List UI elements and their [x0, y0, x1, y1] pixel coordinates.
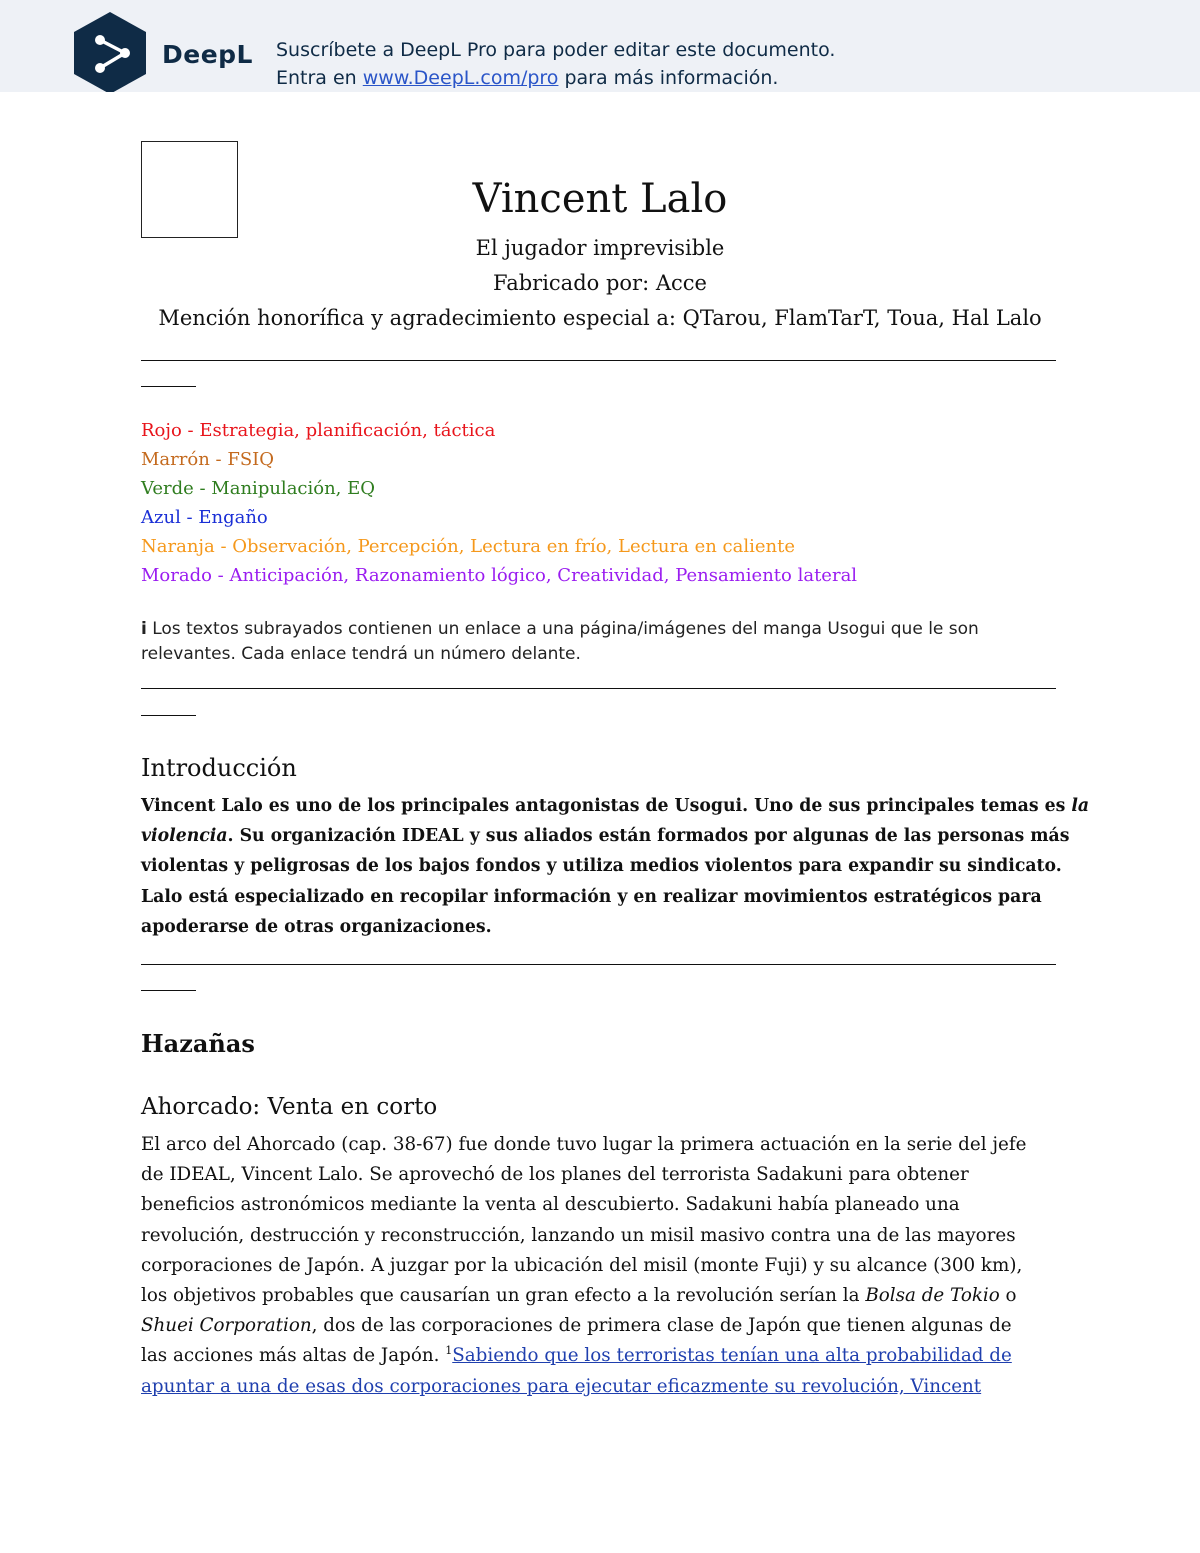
divider-short [141, 990, 196, 991]
feats-text: o [999, 1285, 1017, 1307]
feats-italic: Shuei Corporation [141, 1315, 312, 1337]
intro-text: violentas y peligrosas de los bajos fondos y utiliza medios violentos para expandir su sindicato. [141, 856, 1062, 877]
legend-green: Verde - Manipulación, EQ [141, 478, 376, 499]
manga-reference-link[interactable]: apuntar a una de esas dos corporaciones para ejecutar eficazmente su revolución, Vincent [141, 1375, 982, 1397]
feats-text: revolución, destrucción y reconstrucción, lanzando un misil masivo contra una de las mayores [141, 1224, 1016, 1246]
feats-text: corporaciones de Japón. A juzgar por la ubicación del misil (monte Fuji) y su alcance (300 km), [141, 1254, 1023, 1276]
promo-line-1: Suscríbete a DeepL Pro para poder editar este documento. [276, 39, 836, 61]
promo-text [276, 36, 835, 92]
page-title: Vincent Lalo [472, 176, 728, 222]
footnote-number: 1 [445, 1344, 453, 1358]
note-line-2: relevantes. Cada enlace tendrá un número delante. [141, 644, 581, 664]
maker-credit: Fabricado por: Acce [493, 271, 707, 295]
thanks-credit: Mención honorífica y agradecimiento especial a: QTarou, FlamTarT, Toua, Hal Lalo [158, 306, 1042, 330]
intro-text: . Su organización IDEAL y sus aliados están formados por algunas de las personas más [227, 826, 1070, 847]
divider [141, 360, 1056, 361]
intro-text: Lalo está especializado en recopilar información y en realizar movimientos estratégicos para [141, 886, 1042, 907]
legend-red: Rojo - Estrategia, planificación, táctica [141, 420, 496, 441]
intro-paragraph [141, 791, 1090, 942]
feats-subheading: Ahorcado: Venta en corto [141, 1094, 438, 1120]
legend-brown: Marrón - FSIQ [141, 449, 275, 470]
deepl-logo-icon[interactable] [70, 12, 150, 92]
deepl-brand: DeepL [162, 40, 253, 69]
feats-italic: Bolsa de Tokio [865, 1285, 1000, 1307]
divider-short [141, 386, 196, 387]
info-icon: i [141, 619, 147, 639]
divider-short [141, 715, 196, 716]
deepl-banner [0, 0, 1200, 92]
legend-purple: Morado - Anticipación, Razonamiento lógico, Creatividad, Pensamiento lateral [141, 565, 858, 586]
feats-text: los objetivos probables que causarían un gran efecto a la revolución serían la [141, 1285, 866, 1307]
manga-reference-link[interactable]: Sabiendo que los terroristas tenían una alta probabilidad de [452, 1345, 1012, 1367]
intro-italic: la [1071, 796, 1090, 816]
feats-text: las acciones más altas de Japón. [141, 1345, 446, 1367]
promo-prefix: Entra en [276, 67, 363, 89]
feats-heading: Hazañas [141, 1029, 255, 1058]
feats-paragraph [141, 1130, 1061, 1402]
intro-text: apoderarse de otras organizaciones. [141, 916, 492, 937]
feats-text: beneficios astronómicos mediante la venta al descubierto. Sadakuni había planeado una [141, 1194, 960, 1216]
note-line-1 [141, 617, 1056, 642]
divider [141, 964, 1056, 965]
color-legend [141, 416, 857, 590]
legend-orange: Naranja - Observación, Percepción, Lectura en frío, Lectura en caliente [141, 536, 795, 557]
promo-line-2 [276, 64, 835, 92]
info-note [141, 617, 1056, 667]
intro-heading: Introducción [141, 754, 297, 782]
deepl-pro-link[interactable]: www.DeepL.com/pro [362, 67, 559, 89]
promo-suffix: para más información. [558, 67, 779, 89]
note-text-1: Los textos subrayados contienen un enlace a una página/imágenes del manga Usogui que le son [146, 619, 979, 639]
feats-text: El arco del Ahorcado (cap. 38-67) fue donde tuvo lugar la primera actuación en la serie del jefe [141, 1134, 1027, 1155]
divider [141, 688, 1056, 689]
feats-text: de IDEAL, Vincent Lalo. Se aprovechó de los planes del terrorista Sadakuni para obtener [141, 1164, 969, 1186]
legend-blue: Azul - Engaño [141, 507, 268, 528]
feats-text: , dos de las corporaciones de primera clase de Japón que tienen algunas de [311, 1315, 1012, 1337]
intro-text: Vincent Lalo es uno de los principales antagonistas de Usogui. Uno de sus principales temas es [141, 796, 1072, 816]
intro-italic: violencia [141, 826, 228, 847]
subtitle: El jugador imprevisible [475, 236, 725, 260]
